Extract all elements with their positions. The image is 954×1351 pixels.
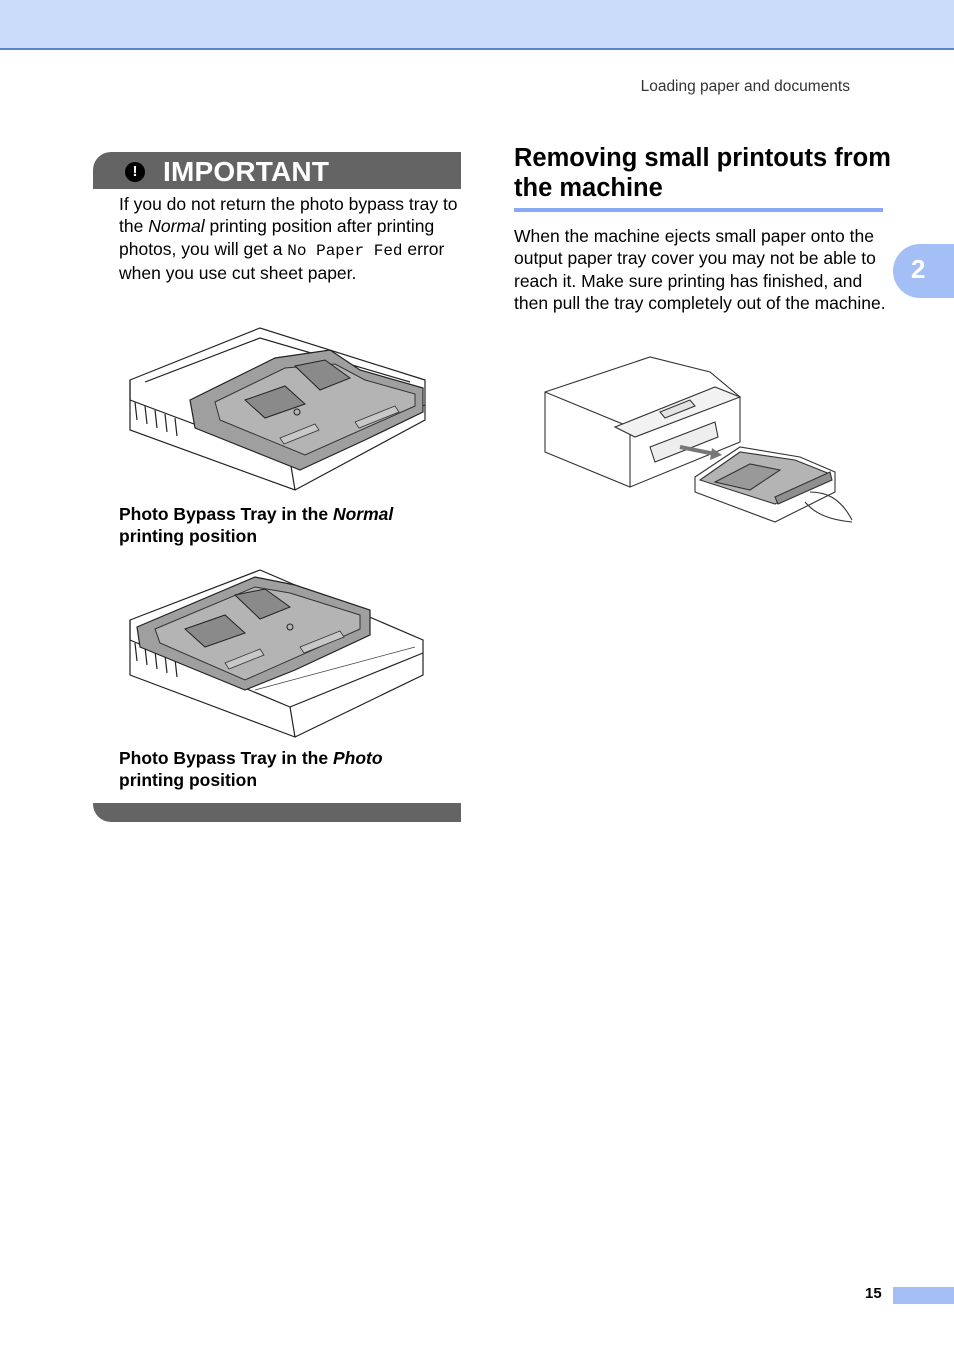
caption-normal (119, 503, 449, 548)
important-text-3: error when you use cut sheet paper. (119, 238, 445, 284)
tray-normal-illustration (125, 320, 430, 495)
important-text-normal: Normal (148, 216, 205, 237)
important-text-2: printing position after printing photos, you will get a (119, 216, 435, 259)
tray-photo-illustration (125, 565, 430, 740)
running-head: Loading paper and documents (640, 78, 850, 95)
caption-normal-prefix: Photo Bypass Tray in the (119, 504, 333, 524)
section-rule (514, 208, 883, 212)
page-number: 15 (865, 1285, 882, 1302)
important-header (93, 152, 461, 189)
exclamation-icon: ! (125, 162, 145, 182)
section-body: When the machine ejects small paper onto the output paper tray cover you may not be able to reach it. Make sure printing has finished, and then pull the tray completely out of the machine. (514, 226, 886, 314)
important-paragraph (119, 193, 464, 285)
caption-photo-prefix: Photo Bypass Tray in the (119, 748, 333, 768)
section-title: Removing small printouts from the machine (514, 144, 891, 202)
chapter-number: 2 (911, 254, 926, 284)
chapter-tab (893, 244, 954, 298)
caption-photo-italic: Photo (332, 748, 383, 768)
important-text-1: If you do not return the photo bypass tray to the (119, 194, 458, 237)
important-title: IMPORTANT (163, 156, 330, 187)
machine-tray-removal-illustration (540, 352, 860, 527)
error-code: No Paper Fed (287, 241, 403, 260)
top-header-band (0, 0, 954, 50)
important-footer (93, 803, 461, 822)
caption-normal-italic: Normal (332, 504, 394, 524)
caption-photo (119, 747, 449, 792)
page-number-bar (893, 1287, 954, 1304)
caption-photo-suffix: printing position (119, 770, 258, 791)
caption-normal-suffix: printing position (119, 526, 258, 547)
